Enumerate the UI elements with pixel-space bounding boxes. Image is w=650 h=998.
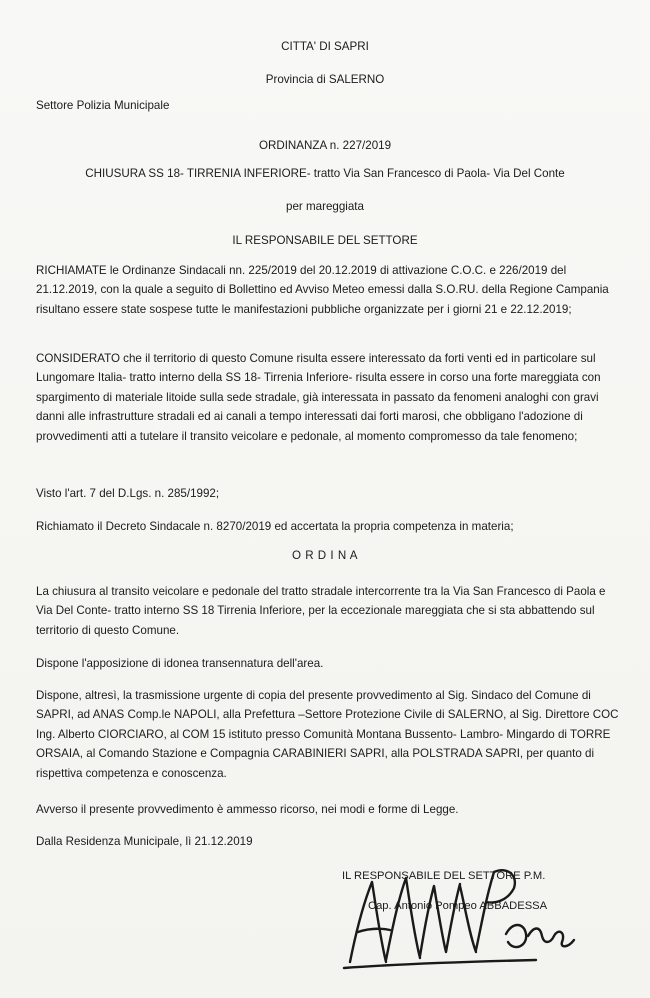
paragraph-dispone-transennatura: Dispone l'apposizione di idonea transennatura dell'area. xyxy=(36,657,324,670)
province-heading: Provincia di SALERNO xyxy=(265,73,385,86)
paragraph-visto: Visto l'art. 7 del D.Lgs. n. 285/1992; xyxy=(36,487,220,500)
city-heading: CITTA' DI SAPRI xyxy=(281,40,369,53)
paragraph-avverso: Avverso il presente provvedimento è ammesso ricorso, nei modi e forme di Legge. xyxy=(36,803,459,816)
paragraph-dispone-trasmissione: Dispone, altresì, la trasmissione urgente di copia del presente provvedimento al Sig. Sindaco del Comune di SAPRI, ad ANAS Comp.le NAPOLI, alla Prefettura –Settore Protezione Civile di SALERNO, al Sig. Direttore COC Ing. Alberto CIORCIARO, al COM 15 istituto presso Comunità Montana Bussento- Lambro- Mingardo di TORRE ORSAIA, al Comando Stazione e Compagnia CARABINIERI SAPRI, alla POLSTRADA SAPRI, per quanto di rispettiva competenza e conoscenza. xyxy=(36,689,619,780)
authority-heading: IL RESPONSABILE DEL SETTORE xyxy=(232,234,418,247)
ordina-heading: O R D I N A xyxy=(291,549,359,562)
paragraph-richiamate: RICHIAMATE le Ordinanze Sindacali nn. 225/2019 del 20.12.2019 di attivazione C.O.C. e 226/2019 del 21.12.2019, con la quale a seguito di Bollettino ed Avviso Meteo emessi dalla S.O.RU. della Regione Campania risultano essere state sospese tutte le manifestazioni pubbliche organizzate per i giorni 21 e 22.12.2019; xyxy=(36,264,609,316)
ordinance-subject: CHIUSURA SS 18- TIRRENIA INFERIORE- tratto Via San Francesco di Paola- Via Del Conte xyxy=(85,167,565,180)
paragraph-richiamato: Richiamato il Decreto Sindacale n. 8270/2019 ed accertata la propria competenza in materia; xyxy=(36,520,514,533)
signatory-name: Cap. Antonio Pompeo ABBADESSA xyxy=(368,900,548,912)
paragraph-chiusura: La chiusura al transito veicolare e pedonale del tratto stradale intercorrente tra la Via San Francesco di Paola e Via Del Conte- tratto interno SS 18 Tirrenia Inferiore, per la eccezionale mareggiata che si sta abbattendo sul territorio di questo Comune. xyxy=(36,585,606,637)
place-date-line: Dalla Residenza Municipale, lì 21.12.2019 xyxy=(36,835,253,848)
ordinance-number: ORDINANZA n. 227/2019 xyxy=(258,139,392,152)
handwritten-signature xyxy=(336,852,586,982)
ordinance-reason: per mareggiata xyxy=(286,200,364,213)
signatory-role: IL RESPONSABILE DEL SETTORE P.M. xyxy=(342,870,546,882)
paragraph-considerato: CONSIDERATO che il territorio di questo Comune risulta essere interessato da forti venti ed in particolare sul Lungomare Italia- tratto interno della SS 18- Tirrenia Inferiore- risulta essere in corso una forte mareggiata con spargimento di materiale litoide sulla sede stradale, già interessata in passato da fenomeni analoghi con gravi danni alle infrastrutture stradali ed ai canali a tempo interessati dai forti marosi, che obbligano l'adozione di provvedimenti atti a tutelare il transito veicolare e pedonale, al momento compromesso da tale fenomeno; xyxy=(36,352,601,443)
sector-label: Settore Polizia Municipale xyxy=(36,99,170,112)
